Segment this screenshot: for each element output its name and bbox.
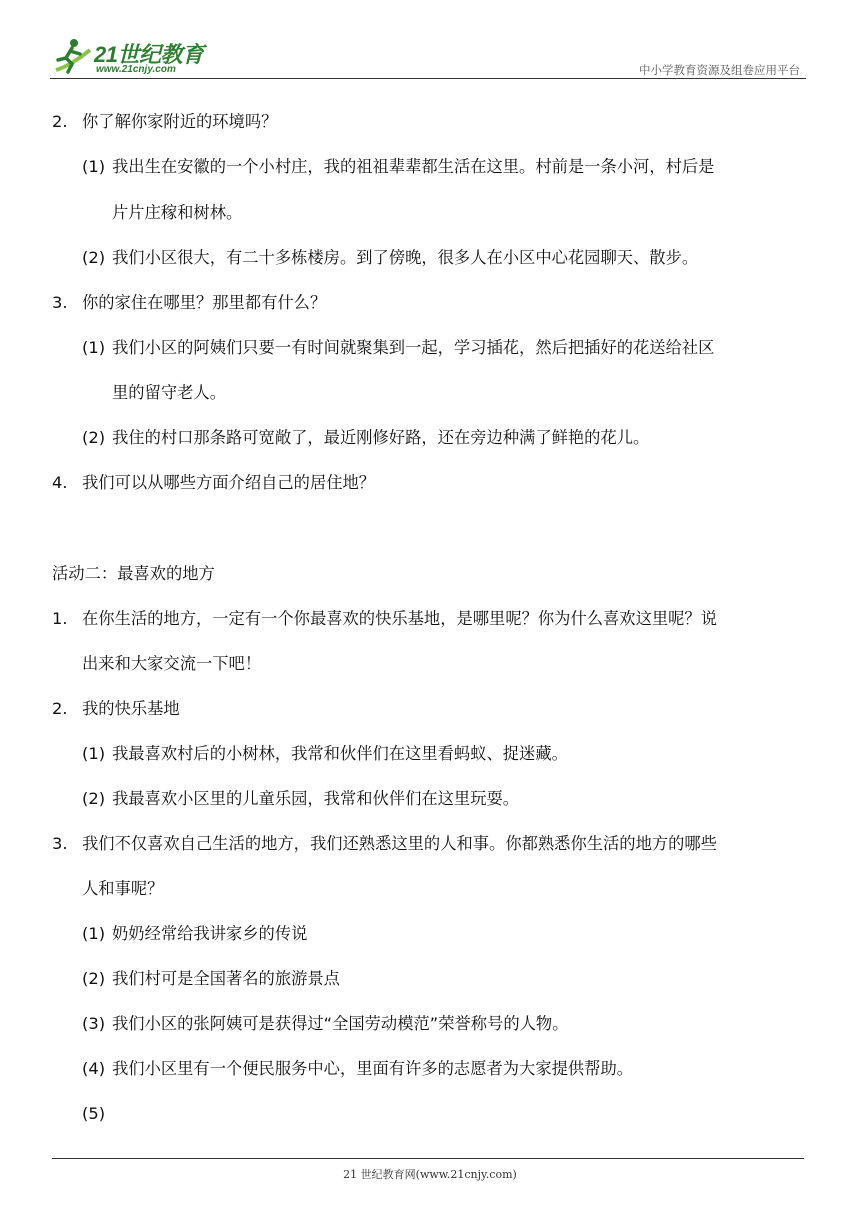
list-item-continuation: 人和事呢？ <box>82 879 164 898</box>
logo <box>50 34 220 80</box>
section-heading: 活动二：最喜欢的地方 <box>52 564 215 583</box>
page-header <box>50 34 806 82</box>
list-item-continuation: 里的留守老人。 <box>112 383 226 402</box>
list-item-continuation: 片片庄稼和树林。 <box>112 203 243 222</box>
list-item-continuation: 出来和大家交流一下吧！ <box>82 654 262 673</box>
runner-logo-icon <box>50 36 94 76</box>
header-divider <box>50 78 806 79</box>
footer-divider <box>52 1158 804 1159</box>
platform-tagline: 中小学教育资源及组卷应用平台 <box>639 63 800 77</box>
page-footer: 21 世纪教育网(www.21cnjy.com) <box>343 1168 517 1181</box>
logo-url: www.21cnjy.com <box>96 64 176 75</box>
logo-text: 21世纪教育 <box>94 42 204 67</box>
